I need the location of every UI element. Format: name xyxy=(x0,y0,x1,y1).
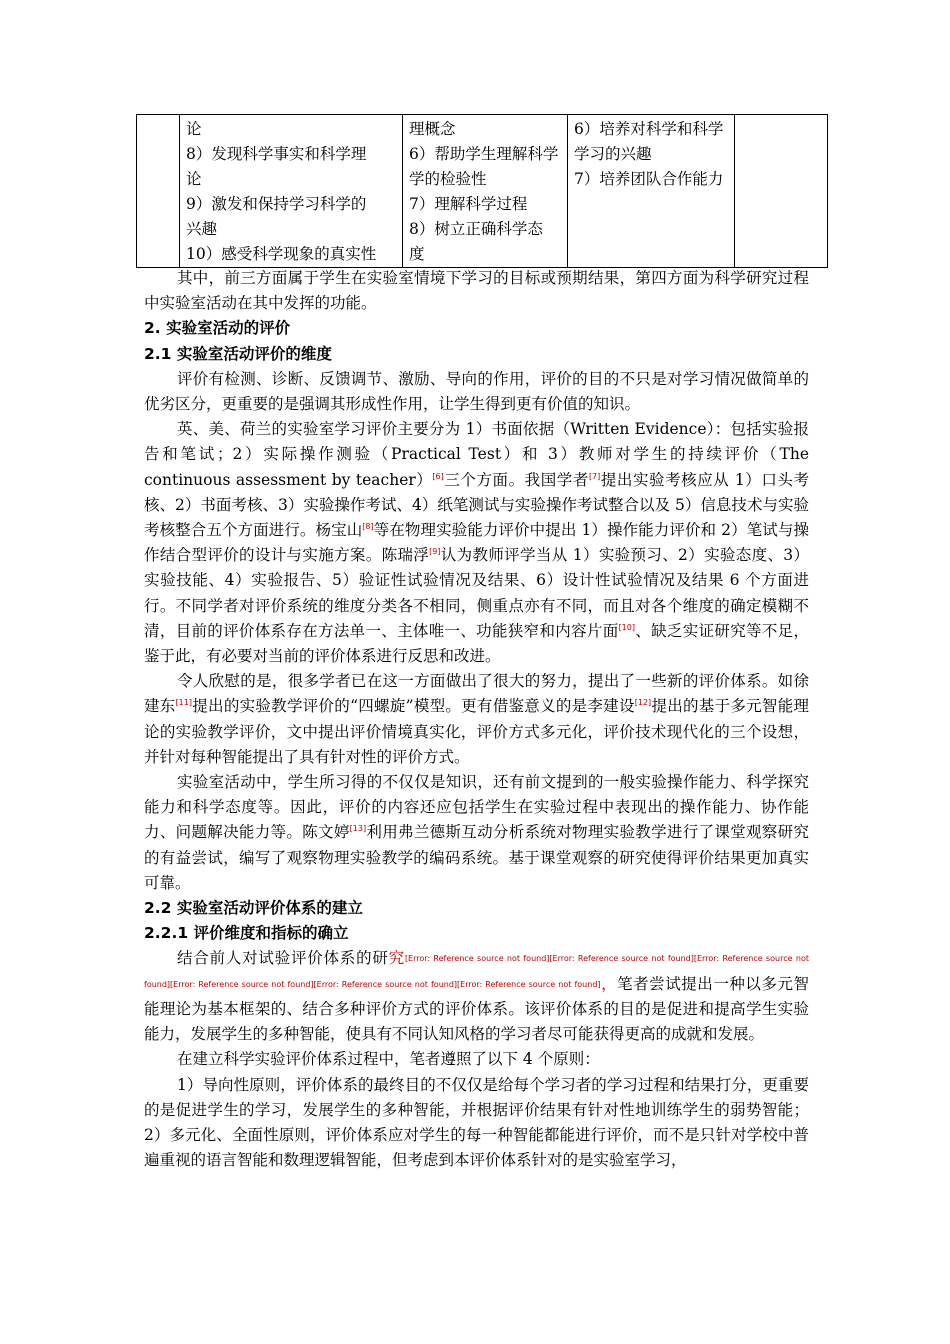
text-run: 笔者尝试提出一种以多元智能理论为基本框架的、结合多种评价方式的评价体系。该评价体系的目的是促进和提高学生实验能力，发展学生的多种智能，使具有不同认知风格的学习者尽可能获得更高的成就和发展。 xyxy=(144,974,809,1044)
paragraph: 1）导向性原则，评价体系的最终目的不仅仅是给每个学习者的学习过程和结果打分，更重要的是促进学生的学习，发展学生的多种智能，并根据评价结果有针对性地训练学生的弱势智能；2）多元化、全面性原则，评价体系应对学生的每一种智能都能进行评价，而不是只针对学校中普遍重视的语言智能和数理逻辑智能，但考虑到本评价体系针对的是实验室学习， xyxy=(144,1075,809,1170)
cell-line: 学习的兴趣 xyxy=(574,145,652,163)
cell-line: 7）理解科学过程 xyxy=(409,195,528,213)
citation-link[interactable]: [12] xyxy=(634,698,652,708)
table-cell-empty xyxy=(137,115,180,268)
text-run: 令人欣慰的是，很多学者已在这一方面做出了很大的努力，提出了一些新的评价体系。如徐建东 xyxy=(144,672,809,716)
cell-line: 度 xyxy=(409,245,425,263)
cell-line: 论 xyxy=(186,170,202,188)
cell-line: 8）发现科学事实和科学理 xyxy=(186,145,367,163)
reference-error[interactable]: [Error: Reference source not found][Error: Reference source not found][Error: Reference source not found][Error: Reference source not found][Error: Reference source not found][Error: Reference source not found] xyxy=(144,954,809,989)
text-run: 实验室活动中，学生所习得的不仅仅是知识，还有前文提到的一般实验操作能力、科学探究能力和科学态度等。因此，评价的内容还应包括学生在实验过程中表现出的操作能力、协作能力、问题解决能力等。陈文婷 xyxy=(144,773,809,842)
text-run: 利用弗兰德斯互动分析系统对物理实验教学进行了课堂观察研究的有益尝试，编写了观察物理实验教学的编码系统。基于课堂观察的研究使得评价结果更加真实可靠。 xyxy=(144,823,809,892)
paragraph xyxy=(144,669,809,770)
cell-line: 理概念 xyxy=(409,120,456,138)
citation-link[interactable]: [9] xyxy=(429,547,441,557)
subsection-heading: 2.1 实验室活动评价的维度 xyxy=(144,344,332,363)
table-cell-col3 xyxy=(568,115,735,268)
text-run: 英、美、荷兰的实验室学习评价主要分为 1）书面依据（Written Evidence）：包括实验报告和笔试；2）实际操作测验（Practical Test）和 3）教师对学生的持续评价（The continuous assessment by teacher） xyxy=(144,420,809,489)
cell-line: 兴趣 xyxy=(186,220,218,238)
text-run: 、缺乏实证研究等不足，鉴于此，有必要对当前的评价体系进行反思和改进。 xyxy=(144,621,809,666)
subsection-heading: 2.2.1 评价维度和指标的确立 xyxy=(144,924,349,943)
cell-line: 论 xyxy=(186,120,202,138)
paragraph: 在建立科学实验评价体系过程中，笔者遵照了以下 4 个原则： xyxy=(177,1050,600,1069)
cell-line: 10）感受科学现象的真实性 xyxy=(186,245,377,263)
subsection-heading: 2.2 实验室活动评价体系的建立 xyxy=(144,899,363,918)
text-run: 究 xyxy=(388,949,405,968)
text-run: 三个方面。我国学者 xyxy=(443,470,589,489)
paragraph: 其中，前三方面属于学生在实验室情境下学习的目标或预期结果，第四方面为科学研究过程中实验室活动在其中发挥的功能。 xyxy=(144,269,809,313)
paragraph xyxy=(144,770,809,896)
text-run: 等在物理实验能力评价中提出 1）操作能力评价和 2）笔试与操作结合型评价的设计与实施方案。陈瑞浮 xyxy=(144,521,809,565)
cell-line: 7）培养团队合作能力 xyxy=(574,170,724,188)
paragraph xyxy=(144,417,809,669)
paragraph xyxy=(144,946,809,1047)
body-text xyxy=(144,266,809,1173)
objectives-table xyxy=(136,114,828,268)
text-run: 提出的实验教学评价的“四螺旋”模型。更有借鉴意义的是李建设 xyxy=(191,697,635,716)
text-run: 提出的基于多元智能理论的实验教学评价，文中提出评价情境真实化，评价方式多元化，评价技术现代化的三个设想，并针对每种智能提出了具有针对性的评价方式。 xyxy=(144,697,809,766)
text-run: 提出实验考核应从 1）口头考核、2）书面考核、3）实验操作考试、4）纸笔测试与实验操作考试整合以及 5）信息技术与实验考核整合五个方面进行。杨宝山 xyxy=(144,470,809,540)
cell-line: 9）激发和保持学习科学的 xyxy=(186,195,367,213)
citation-link[interactable]: [13] xyxy=(349,824,367,834)
text-run: 结合前人对试验评价体系的研 xyxy=(177,949,389,968)
table-cell-col1 xyxy=(180,115,403,268)
citation-link[interactable]: [8] xyxy=(362,521,374,531)
cell-line: 6）帮助学生理解科学 xyxy=(409,145,559,163)
text-run: 认为教师评学当从 1）实验预习、2）实验态度、3）实验技能、4）实验报告、5）验证性试验情况及结果、6）设计性试验情况及结果 6 个方面进行。不同学者对评价系统的维度分类各不相同，侧重点亦有不同，而且对各个维度的确定模糊不清，目前的评价体系存在方法单一、主体唯一、功能狭窄和内容片面 xyxy=(144,546,809,640)
table-row xyxy=(137,115,828,268)
paragraph: 评价有检测、诊断、反馈调节、激励、导向的作用，评价的目的不只是对学习情况做简单的优劣区分，更重要的是强调其形成性作用，让学生得到更有价值的知识。 xyxy=(144,369,809,414)
table-cell-empty xyxy=(735,115,828,268)
cell-line: 学的检验性 xyxy=(409,170,487,188)
citation-link[interactable]: [10] xyxy=(618,622,635,632)
section-heading: 2. 实验室活动的评价 xyxy=(144,319,291,338)
citation-link[interactable]: [6] xyxy=(432,471,444,481)
table-cell-col2 xyxy=(403,115,568,268)
citation-link[interactable]: [7] xyxy=(588,471,601,481)
cell-line: 8）树立正确科学态 xyxy=(409,220,543,238)
text-run: ， xyxy=(600,974,618,993)
cell-line: 6）培养对科学和科学 xyxy=(574,120,724,138)
citation-link[interactable]: [11] xyxy=(175,698,192,708)
